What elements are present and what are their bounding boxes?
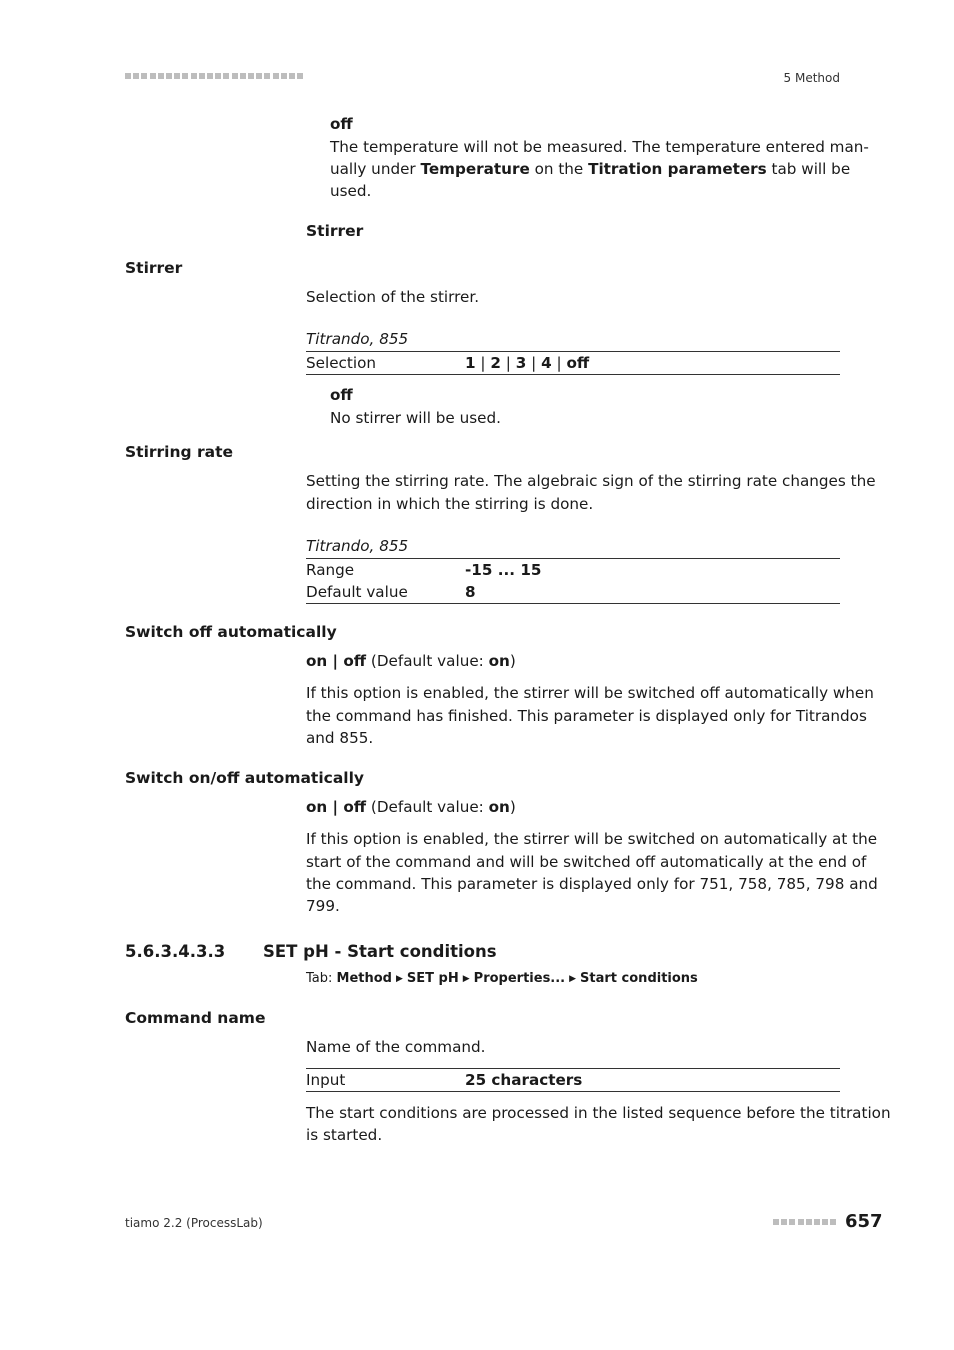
decoration-square	[207, 73, 213, 79]
command-name-description: Name of the command.	[306, 1038, 486, 1056]
switch-onoff-desc-line-4: 799.	[306, 897, 340, 915]
decoration-square	[215, 73, 221, 79]
switch-off-desc-line-1: If this option is enabled, the stirrer will be switched off automatically when	[306, 684, 874, 702]
stirrer-off-term: off	[330, 386, 353, 404]
switch-off-desc-line-2: the command has finished. This parameter is displayed only for Titrandos	[306, 707, 867, 725]
breadcrumb-arrow-icon: ▶	[569, 974, 577, 984]
off-term: off	[330, 115, 353, 133]
switch-off-desc-line-3: and 855.	[306, 729, 374, 747]
decoration-square	[256, 73, 262, 79]
input-row-label: Input	[306, 1071, 346, 1089]
command-name-label: Command name	[125, 1009, 266, 1027]
range-row-label: Range	[306, 561, 355, 579]
stirring-rate-table-caption: Titrando, 855	[306, 537, 409, 555]
switch-onoff-desc-line-1: If this option is enabled, the stirrer will be switched on automatically at the	[306, 830, 878, 848]
decoration-square	[158, 73, 164, 79]
decoration-square	[297, 73, 303, 79]
footer-decoration	[773, 1219, 839, 1227]
breadcrumb-item: SET pH	[406, 971, 459, 986]
header-decoration	[125, 73, 306, 81]
range-row-value: -15 ... 15	[465, 561, 542, 579]
decoration-square	[150, 73, 156, 79]
stirring-rate-desc-line-2: direction in which the stirring is done.	[306, 495, 594, 513]
decoration-square	[781, 1219, 787, 1225]
decoration-square	[166, 73, 172, 79]
decoration-square	[199, 73, 205, 79]
decoration-square	[191, 73, 197, 79]
stirrer-off-description: No stirrer will be used.	[330, 409, 501, 427]
decoration-square	[798, 1219, 804, 1225]
header-section-title: 5 Method	[783, 71, 840, 85]
stirrer-table-caption: Titrando, 855	[306, 330, 409, 348]
stirrer-selection-table	[306, 351, 840, 375]
decoration-square	[223, 73, 229, 79]
section-title: SET pH - Start conditions	[263, 942, 497, 961]
switch-off-options: on | off (Default value: on)	[306, 652, 516, 670]
breadcrumb-arrow-icon: ▶	[396, 974, 403, 984]
decoration-square	[822, 1219, 828, 1225]
decoration-square	[289, 73, 295, 79]
switch-onoff-desc-line-2: start of the command and will be switched off automatically at the end of	[306, 853, 867, 871]
decoration-square	[281, 73, 287, 79]
section-number: 5.6.3.4.3.3	[125, 942, 226, 961]
stirring-rate-desc-line-1: Setting the stirring rate. The algebraic sign of the stirring rate changes the	[306, 472, 876, 490]
stirring-rate-table	[306, 558, 840, 604]
decoration-square	[264, 73, 270, 79]
decoration-square	[773, 1219, 779, 1225]
breadcrumb-item: Properties...	[473, 971, 566, 986]
decoration-square	[814, 1219, 820, 1225]
stirrer-section-heading: Stirrer	[306, 222, 364, 240]
selection-row-label: Selection	[306, 354, 376, 372]
decoration-square	[789, 1219, 795, 1225]
default-row-value: 8	[465, 583, 476, 601]
switch-onoff-label: Switch on/off automatically	[125, 769, 365, 787]
decoration-square	[240, 73, 246, 79]
switch-onoff-options: on | off (Default value: on)	[306, 798, 516, 816]
stirring-rate-label: Stirring rate	[125, 443, 234, 461]
start-conditions-note-line-2: is started.	[306, 1126, 383, 1144]
decoration-square	[248, 73, 254, 79]
decoration-square	[273, 73, 279, 79]
breadcrumb-item: Method	[336, 971, 392, 986]
tab-breadcrumb: Tab: Method ▶ SET pH ▶ Properties... ▶ Start conditions	[306, 971, 698, 986]
stirrer-description: Selection of the stirrer.	[306, 288, 480, 306]
decoration-square	[232, 73, 238, 79]
footer-product-name: tiamo 2.2 (ProcessLab)	[125, 1216, 263, 1230]
decoration-square	[133, 73, 139, 79]
switch-onoff-desc-line-3: the command. This parameter is displayed only for 751, 758, 785, 798 and	[306, 875, 878, 893]
input-row-value: 25 characters	[465, 1071, 583, 1089]
switch-off-label: Switch off automatically	[125, 623, 337, 641]
breadcrumb-arrow-icon: ▶	[462, 974, 470, 984]
selection-options: 1 | 2 | 3 | 4 | off	[465, 354, 590, 372]
decoration-square	[830, 1219, 836, 1225]
off-description-line-3: used.	[330, 182, 372, 200]
decoration-square	[174, 73, 180, 79]
decoration-square	[141, 73, 147, 79]
decoration-square	[182, 73, 188, 79]
stirrer-param-label: Stirrer	[125, 259, 183, 277]
start-conditions-note-line-1: The start conditions are processed in the listed sequence before the titration	[306, 1104, 891, 1122]
decoration-square	[806, 1219, 812, 1225]
page-number: 657	[845, 1211, 883, 1232]
off-description-line-1: The temperature will not be measured. The temperature entered man-	[330, 138, 869, 156]
breadcrumb-item: Start conditions	[580, 971, 698, 986]
command-name-table	[306, 1068, 840, 1092]
default-row-label: Default value	[306, 583, 408, 601]
decoration-square	[125, 73, 131, 79]
off-description-line-2: ually under Temperature on the Titration parameters tab will be	[330, 160, 851, 178]
